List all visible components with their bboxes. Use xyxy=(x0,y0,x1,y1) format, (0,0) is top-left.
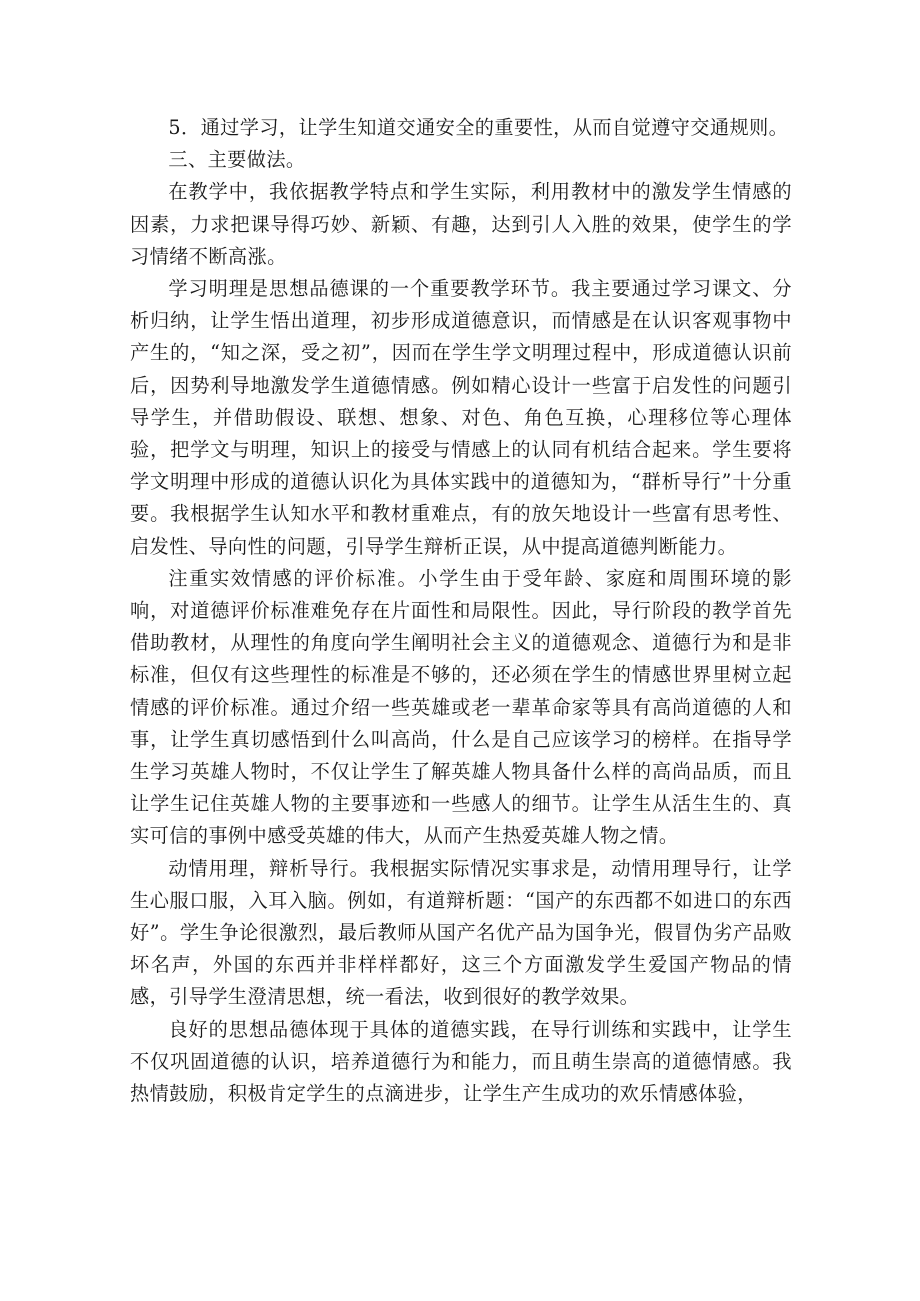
section-heading-main-methods: 三、主要做法。 xyxy=(168,148,306,172)
paragraph-moral-practice: 良好的思想品德体现于具体的道德实践，在导行训练和实践中，让学生不仅巩固道德的认识，培养道德行为和能力，而且萌生崇高的道德情感。我热情鼓励，积极肯定学生的点滴进步，让学生产生成功的欢乐情感体验， xyxy=(130,1017,792,1106)
paragraph-evaluation-standard: 注重实效情感的评价标准。小学生由于受年龄、家庭和周围环境的影响，对道德评价标准难免存在片面性和局限性。因此，导行阶段的教学首先借助教材，从理性的角度向学生阐明社会主义的道德观念、道德行为和是非标准，但仅有这些理性的标准是不够的，还必须在学生的情感世界里树立起情感的评价标准。通过介绍一些英雄或老一辈革命家等具有高尚道德的人和事，让学生真切感悟到什么叫高尚，什么是自己应该学习的榜样。在指导学生学习英雄人物时，不仅让学生了解英雄人物具备什么样的高尚品质，而且让学生记住英雄人物的主要事迹和一些感人的细节。让学生从活生生的、真实可信的事例中感受英雄的伟大，从而产生热爱英雄人物之情。 xyxy=(130,566,792,848)
paragraph-discussion-guidance: 动情用理，辩析导行。我根据实际情况实事求是，动情用理导行，让学生心服口服，入耳入脑。例如，有道辩析题：“国产的东西都不如进口的东西好”。学生争论很激烈，最后教师从国产名优产品为国争光，假冒伪劣产品败坏名声，外国的东西并非样样都好，这三个方面激发学生爱国产物品的情感，引导学生澄清思想，统一看法，收到很好的教学效果。 xyxy=(130,856,792,1009)
paragraph-objective-5: 5．通过学习，让学生知道交通安全的重要性，从而自觉遵守交通规则。 xyxy=(168,116,789,139)
paragraph-learning-reasoning: 学习明理是思想品德课的一个重要教学环节。我主要通过学习课文、分析归纳，让学生悟出道理，初步形成道德意识，而情感是在认识客观事物中产生的，“知之深，受之初”，因而在学生学文明理过程中，形成道德认识前后，因势利导地激发学生道德情感。例如精心设计一些富于启发性的问题引导学生，并借助假设、联想、想象、对色、角色互换，心理移位等心理体验，把学文与明理，知识上的接受与情感上的认同有机结合起来。学生要将学文明理中形成的道德认识化为具体实践中的道德知为，“群析导行”十分重要。我根据学生认知水平和教材重难点，有的放矢地设计一些富有思考性、启发性、导向性的问题，引导学生辩析正误，从中提高道德判断能力。 xyxy=(130,277,792,558)
document-body xyxy=(130,112,792,1110)
paragraph-introduction: 在教学中，我依据教学特点和学生实际，利用教材中的激发学生情感的因素，力求把课导得巧妙、新颖、有趣，达到引人入胜的效果，使学生的学习情绪不断高涨。 xyxy=(130,180,792,268)
